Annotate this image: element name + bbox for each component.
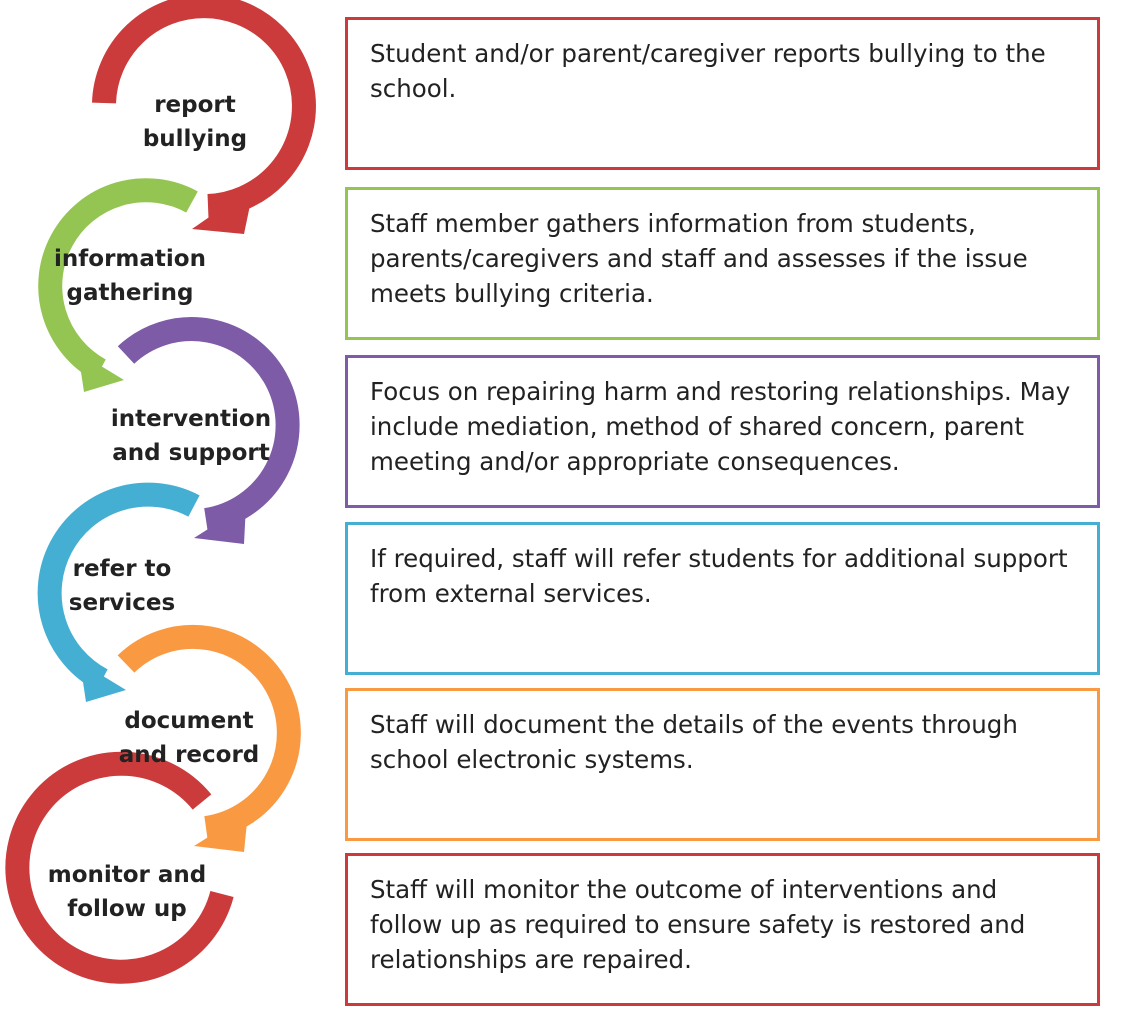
step-description-information: Staff member gathers information from students, parents/caregivers and staff and assesses if the issue meets bullying criteria. xyxy=(345,187,1100,340)
step-description-refer: If required, staff will refer students for additional support from external services. xyxy=(345,522,1100,675)
step-label-document: document and record xyxy=(118,708,260,768)
step-label-refer: refer to services xyxy=(68,556,176,616)
step-label-monitor: monitor and follow up xyxy=(47,862,207,922)
step-label-report: report bullying xyxy=(142,92,248,152)
step-description-monitor: Staff will monitor the outcome of interventions and follow up as required to ensure safety is restored and relationships are repaired. xyxy=(345,853,1100,1006)
step-description-report: Student and/or parent/caregiver reports bullying to the school. xyxy=(345,17,1100,170)
step-description-intervention: Focus on repairing harm and restoring relationships. May include mediation, method of shared concern, parent meeting and/or appropriate consequences. xyxy=(345,355,1100,508)
step-description-document: Staff will document the details of the events through school electronic systems. xyxy=(345,688,1100,841)
step-label-intervention: intervention and support xyxy=(110,406,272,466)
step-label-information: information gathering xyxy=(54,246,206,306)
